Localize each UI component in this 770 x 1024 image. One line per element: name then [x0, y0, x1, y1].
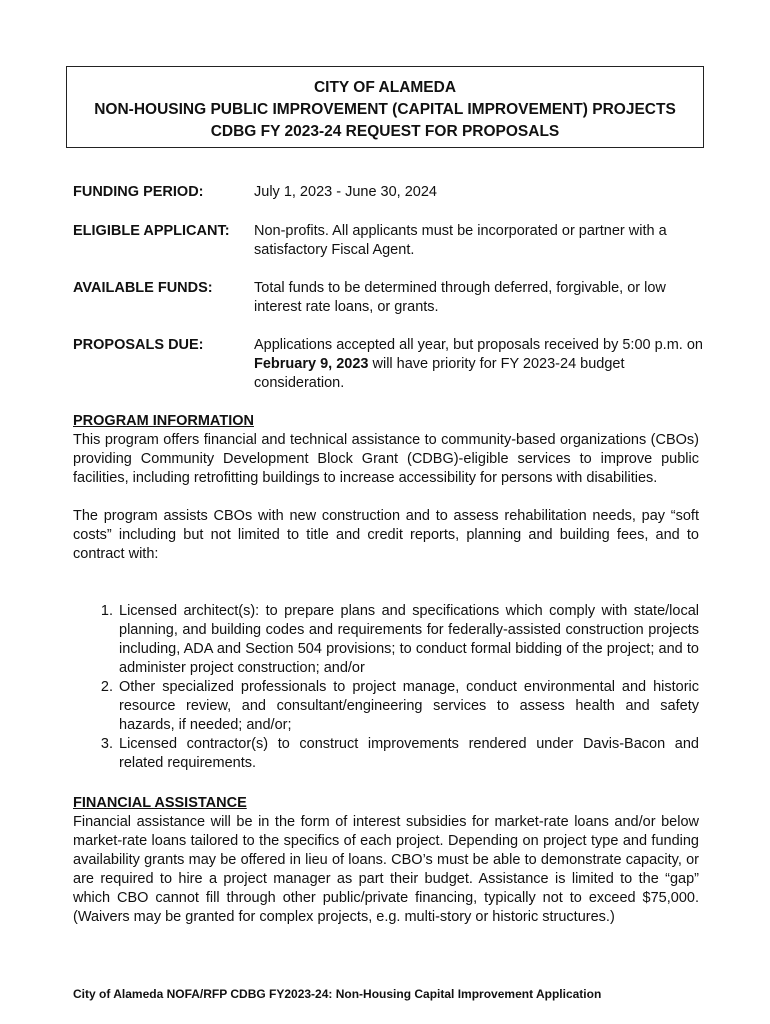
eligible-applicant-label: ELIGIBLE APPLICANT: — [73, 223, 230, 239]
available-funds-value: Total funds to be determined through deferred, forgivable, or low interest rate loans, or grants. — [254, 280, 666, 315]
title-line-2: NON-HOUSING PUBLIC IMPROVEMENT (CAPITAL IMPROVEMENT) PROJECTS — [94, 101, 676, 118]
proposals-due-label: PROPOSALS DUE: — [73, 337, 204, 353]
program-information-heading: PROGRAM INFORMATION — [73, 413, 254, 429]
list-item: 3. Licensed contractor(s) to construct improvements rendered under Davis-Bacon and related requirements. — [117, 735, 699, 773]
financial-assistance-heading: FINANCIAL ASSISTANCE — [73, 795, 247, 811]
proposals-due-text-before: Applications accepted all year, but proposals received by 5:00 p.m. on — [254, 337, 703, 353]
document-title-box — [66, 66, 704, 148]
financial-assistance-section — [73, 794, 699, 927]
title-line-3: CDBG FY 2023-24 REQUEST FOR PROPOSALS — [210, 123, 560, 140]
title-line-1: CITY OF ALAMEDA — [313, 79, 457, 96]
program-information-section — [73, 412, 699, 564]
funding-period-value: July 1, 2023 - June 30, 2024 — [254, 184, 437, 200]
proposals-due-text-after: will have priority for FY 2023-24 budget consideration. — [254, 356, 625, 391]
contract-list — [73, 602, 699, 773]
program-information-paragraph-1: This program offers financial and technical assistance to community-based organizations (CBOs) providing Community Development Block Grant (CDBG)-eligible services to improve public facilities, including retrofitting buildings to increase accessibility for persons with disabilities. — [73, 432, 699, 486]
eligible-applicant-value: Non-profits. All applicants must be incorporated or partner with a satisfactory Fiscal Agent. — [254, 223, 667, 258]
funding-period-label: FUNDING PERIOD: — [73, 184, 204, 200]
list-item: 1. Licensed architect(s): to prepare plans and specifications which comply with state/local planning, and building codes and requirements for federally-assisted construction projects including, ADA and Section 504 provisions; to conduct formal bidding of the project; and to administer project construction; and/or — [117, 602, 699, 678]
available-funds-label: AVAILABLE FUNDS: — [73, 280, 213, 296]
financial-assistance-paragraph: Financial assistance will be in the form of interest subsidies for market-rate loans and/or below market-rate loans tailored to the specifics of each project. Depending on project type and funding availability grants may be offered in lieu of loans. CBO’s must be able to demonstrate capacity, or are required to hire a project manager as part their budget. Assistance is limited to the “gap” which CBO cannot fill through other public/private financing, typically not to exceed $75,000. (Waivers may be granted for complex projects, e.g. multi-story or historic structures.) — [73, 814, 699, 925]
program-information-paragraph-2: The program assists CBOs with new construction and to assess rehabilitation needs, pay “soft costs” including but not limited to title and credit reports, planning and building fees, and to contract with: — [73, 508, 699, 562]
list-item: 2. Other specialized professionals to project manage, conduct environmental and historic resource review, and consultant/engineering services to assess health and safety hazards, if needed; and/or; — [117, 678, 699, 735]
proposals-due-value — [254, 336, 704, 393]
page-footer: City of Alameda NOFA/RFP CDBG FY2023-24: Non-Housing Capital Improvement Application — [73, 987, 602, 1001]
proposals-due-date: February 9, 2023 — [254, 356, 369, 372]
